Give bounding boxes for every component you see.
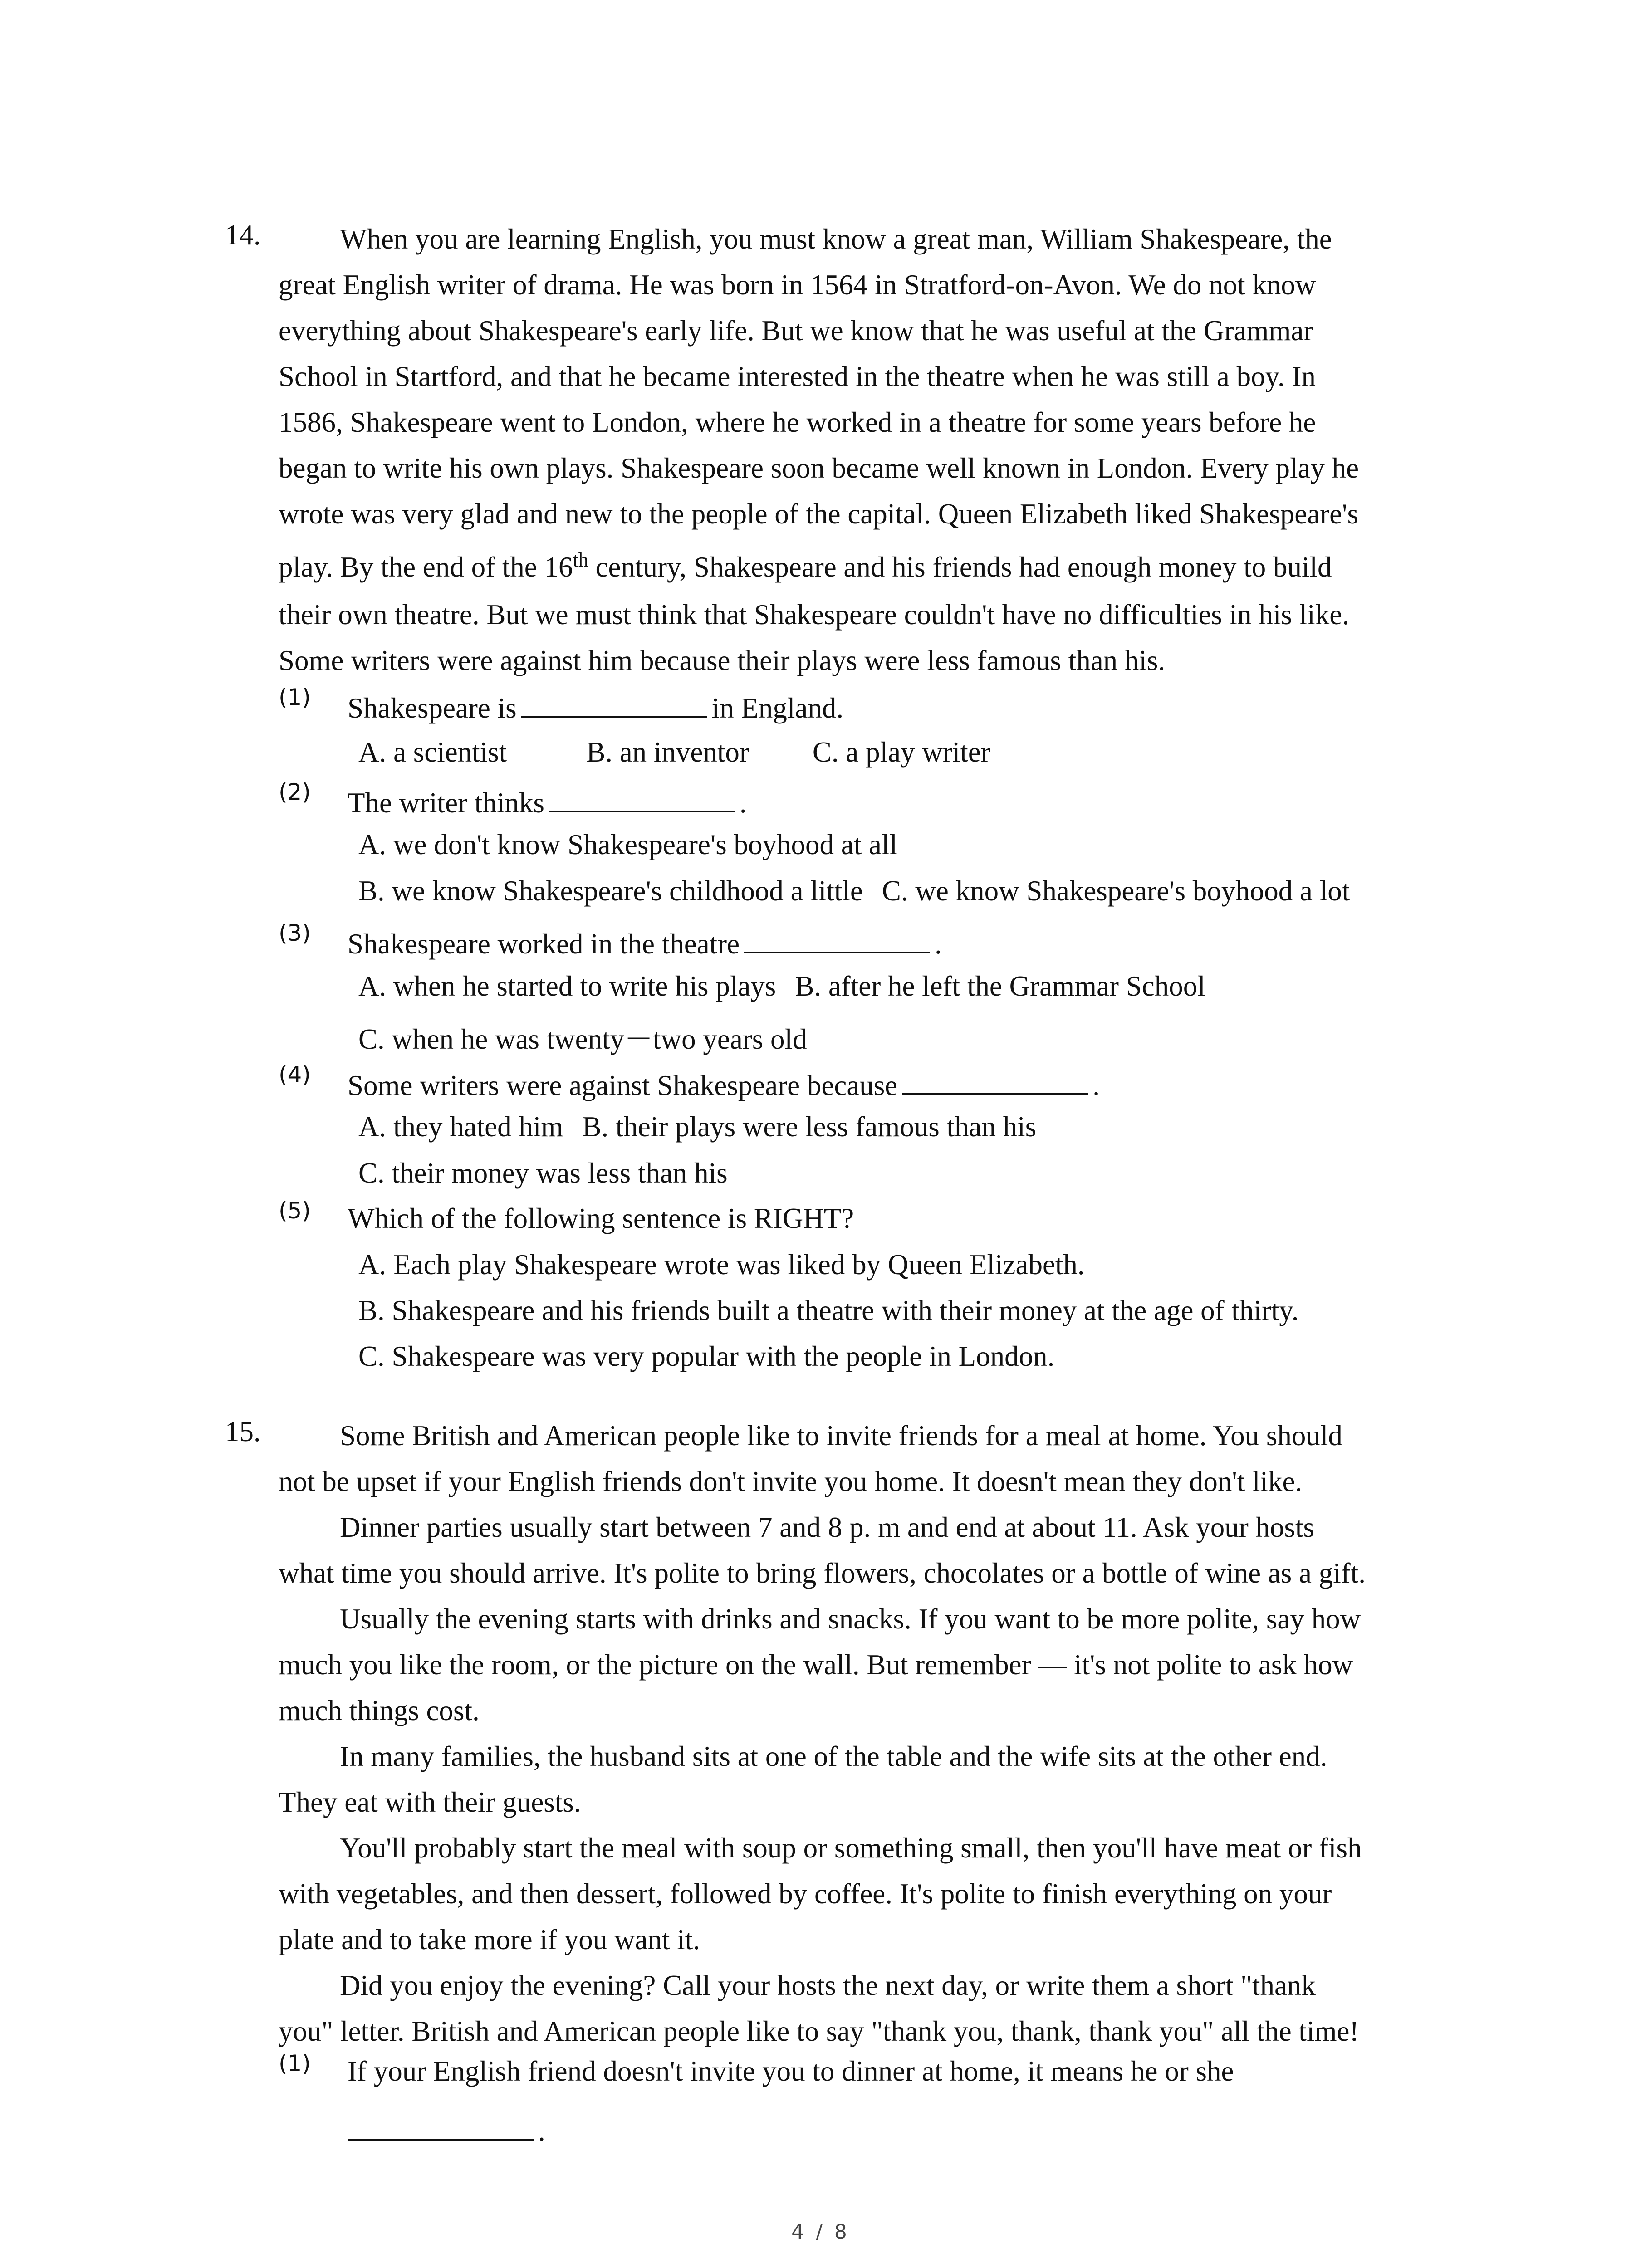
- question-stem: If your English friend doesn't invite you to dinner at home, it means he or she: [348, 2055, 1234, 2087]
- options-row: [358, 875, 1350, 908]
- question-15-1: [279, 2050, 1594, 2101]
- answer-blank[interactable]: [549, 783, 735, 812]
- passage-line: wrote was very glad and new to the people of the capital. Queen Elizabeth liked Shakespeare's: [279, 498, 1358, 530]
- passage-line: plate and to take more if you want it.: [279, 1924, 700, 1955]
- option-c[interactable]: C. their money was less than his: [358, 1157, 728, 1189]
- passage-line: began to write his own plays. Shakespeare soon became well known in London. Every play he: [279, 452, 1359, 484]
- question-stem: Which of the following sentence is RIGHT?: [348, 1202, 854, 1234]
- passage-line: their own theatre. But we must think that Shakespeare couldn't have no difficulties in his like.: [279, 599, 1349, 631]
- option-b[interactable]: B. Shakespeare and his friends built a theatre with their money at the age of thirty.: [358, 1295, 1299, 1326]
- passage-line: Some British and American people like to invite friends for a meal at home. You should: [340, 1420, 1342, 1452]
- option-a[interactable]: A. they hated him: [358, 1111, 563, 1143]
- sub-question-number: (2): [279, 779, 311, 805]
- question-stem: Shakespeare is in England.: [348, 689, 843, 725]
- question-14-5: [279, 1198, 1594, 1248]
- question-14-4: [279, 1061, 1594, 1112]
- passage-line: what time you should arrive. It's polite to bring flowers, chocolates or a bottle of wine as a gift.: [279, 1557, 1366, 1589]
- question-stem: Some writers were against Shakespeare because .: [348, 1066, 1100, 1102]
- options-row: [358, 736, 990, 769]
- option-b[interactable]: B. after he left the Grammar School: [795, 970, 1205, 1002]
- question-15-number: 15.: [225, 1416, 261, 1447]
- passage-line: When you are learning English, you must know a great man, William Shakespeare, the: [340, 223, 1332, 255]
- sub-question-number: (1): [279, 2050, 311, 2077]
- question-stem: The writer thinks .: [348, 783, 747, 820]
- sub-question-number: (4): [279, 1061, 311, 1088]
- passage-line: They eat with their guests.: [279, 1786, 581, 1818]
- passage-line: Some writers were against him because their plays were less famous than his.: [279, 645, 1166, 676]
- passage-line: Did you enjoy the evening? Call your hosts the next day, or write them a short "thank: [340, 1970, 1316, 2001]
- option-a[interactable]: A. Each play Shakespeare wrote was liked by Queen Elizabeth.: [358, 1249, 1085, 1281]
- question-stem: Shakespeare worked in the theatre .: [348, 924, 942, 961]
- question-14-3: [279, 920, 1594, 970]
- passage-line: you" letter. British and American people like to say "thank you, thank, thank you" all the time!: [279, 2015, 1359, 2047]
- sub-question-number: (5): [279, 1198, 311, 1224]
- answer-blank[interactable]: [521, 689, 707, 718]
- option-b[interactable]: B. we know Shakespeare's childhood a little: [358, 875, 863, 907]
- passage-line: In many families, the husband sits at one of the table and the wife sits at the other end.: [340, 1740, 1327, 1772]
- option-b[interactable]: B. an inventor: [586, 736, 749, 768]
- option-b[interactable]: B. their plays were less famous than his: [582, 1111, 1037, 1143]
- passage-line: everything about Shakespeare's early life. But we know that he was useful at the Grammar: [279, 315, 1313, 347]
- option-c[interactable]: C. we know Shakespeare's boyhood a lot: [882, 875, 1350, 907]
- option-c[interactable]: C. when he was twenty－two years old: [358, 1023, 807, 1055]
- sub-question-number: (3): [279, 920, 311, 946]
- answer-blank[interactable]: [348, 2112, 534, 2141]
- superscript-th: th: [573, 549, 588, 571]
- passage-line: much you like the room, or the picture on the wall. But remember — it's not polite to ask how: [279, 1649, 1353, 1681]
- passage-line: with vegetables, and then dessert, followed by coffee. It's polite to finish everything on your: [279, 1878, 1332, 1910]
- sub-question-number: (1): [279, 684, 311, 710]
- question-14-number: 14.: [225, 219, 261, 251]
- option-c[interactable]: C. Shakespeare was very popular with the people in London.: [358, 1340, 1055, 1372]
- passage-line: 1586, Shakespeare went to London, where he worked in a theatre for some years before he: [279, 406, 1316, 438]
- page-number: 4 / 8: [791, 2220, 850, 2244]
- question-14-2: [279, 779, 1594, 829]
- passage-line: Usually the evening starts with drinks and snacks. If you want to be more polite, say how: [340, 1603, 1361, 1635]
- answer-blank[interactable]: [744, 924, 930, 953]
- option-a[interactable]: A. a scientist: [358, 736, 507, 768]
- option-a[interactable]: A. when he started to write his plays: [358, 970, 776, 1002]
- passage-line: great English writer of drama. He was born in 1564 in Stratford-on-Avon. We do not know: [279, 269, 1316, 301]
- question-14-1: [279, 684, 1594, 734]
- options-row: [358, 1110, 1036, 1144]
- option-c[interactable]: C. a play writer: [812, 736, 990, 768]
- question-15-1-answer-line: .: [279, 2112, 1594, 2157]
- passage-line: Dinner parties usually start between 7 and 8 p. m and end at about 11. Ask your hosts: [340, 1511, 1314, 1543]
- option-a[interactable]: A. we don't know Shakespeare's boyhood at all: [358, 829, 897, 860]
- passage-line: not be upset if your English friends don't invite you home. It doesn't mean they don't like.: [279, 1466, 1303, 1497]
- passage-line: School in Startford, and that he became interested in the theatre when he was still a boy. In: [279, 361, 1316, 392]
- passage-line: much things cost.: [279, 1695, 480, 1726]
- passage-line: play. By the end of the 16th century, Shakespeare and his friends had enough money to build: [279, 549, 1332, 583]
- options-row: [358, 970, 1205, 1003]
- answer-blank[interactable]: [902, 1066, 1088, 1095]
- passage-line: You'll probably start the meal with soup or something small, then you'll have meat or fish: [340, 1832, 1362, 1864]
